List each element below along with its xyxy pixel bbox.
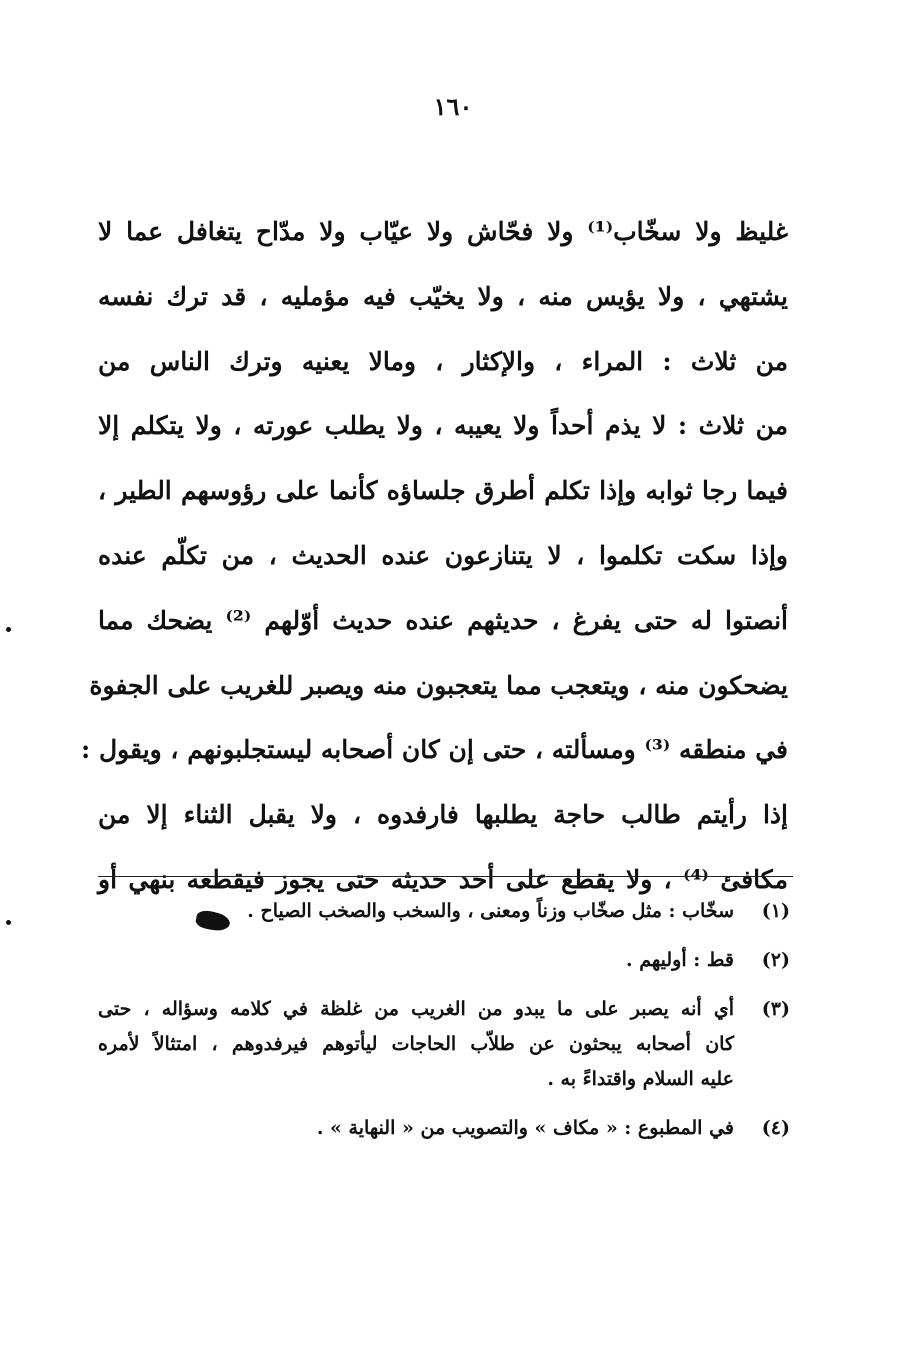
footnote-line: قط : أوليهم .: [626, 949, 734, 971]
footnote-text: [98, 992, 734, 1097]
page-number: ١٦٠: [433, 92, 473, 121]
body-line: وإذا سكت تكلموا ، لا يتنازعون عنده الحديث ، من تكلّم عنده: [98, 540, 788, 570]
footnote: [98, 1111, 790, 1146]
scan-speck: [6, 627, 11, 632]
footnote: [98, 992, 790, 1097]
body-line: يضحكون منه ، ويتعجب مما يتعجبون منه ويصبر للغريب على الجفوة: [89, 670, 788, 700]
footnote-line: عليه السلام واقتداءً به .: [547, 1068, 734, 1090]
body-line: من ثلاث : لا يذم أحداً ولا يعيبه ، ولا يطلب عورته ، ولا يتكلم إلا: [98, 411, 788, 441]
footnote-line: أي أنه يصبر على ما يبدو من الغريب من غلظة في كلامه وسؤاله ، حتى: [98, 998, 734, 1020]
footnote-number: (٣): [761, 998, 790, 1020]
body-line: أنصتوا له حتى يفرغ ، حديثهم عنده حديث أوّلهم ⁽²⁾ يضحك مما: [98, 605, 788, 635]
footnote-text: [98, 1111, 734, 1146]
body-text: [81, 200, 789, 913]
footnote-line: سخّاب : مثل صخّاب وزناً ومعنى ، والسخب والصخب الصياح .: [247, 900, 734, 922]
footnote-number: (١): [761, 900, 790, 922]
body-line: مكافئ ⁽⁴⁾ ، ولا يقطع على أحد حديثه حتى يجوز فيقطعه بنهي أو: [98, 864, 788, 894]
footnote-number: (٢): [761, 949, 790, 971]
footnotes: [98, 894, 790, 1160]
footnote: [98, 943, 790, 978]
body-line: في منطقه ⁽³⁾ ومسألته ، حتى إن كان أصحابه ليستجلبونهم ، ويقول :: [81, 735, 788, 765]
body-line: فيما رجا ثوابه وإذا تكلم أطرق جلساؤه كأنما على رؤوسهم الطير ،: [98, 476, 788, 506]
body-line: غليظ ولا سخّاب⁽¹⁾ ولا فحّاش ولا عيّاب ولا مدّاح يتغافل عما لا: [98, 217, 789, 246]
footnote-line: في المطبوع : « مكاف » والتصويب من « النهاية » .: [316, 1117, 734, 1139]
footnote-text: [98, 943, 734, 978]
footnote-text: [98, 894, 734, 929]
body-line: يشتهي ، ولا يؤيس منه ، ولا يخيّب فيه مؤمليه ، قد ترك نفسه: [98, 281, 788, 311]
body-line: إذا رأيتم طالب حاجة يطلبها فارفدوه ، ولا يقبل الثناء إلا من: [98, 800, 788, 830]
footnote-line: كان أصحابه يبحثون عن طلاّب الحاجات ليأتوهم فيرفدوهم ، امتثالاً لأمره: [98, 1033, 734, 1055]
footnote-separator: [98, 876, 793, 877]
scan-speck: [6, 920, 11, 925]
body-line: من ثلاث : المراء ، والإكثار ، ومالا يعنيه وترك الناس من: [98, 346, 788, 376]
footnote-number: (٤): [761, 1117, 790, 1139]
